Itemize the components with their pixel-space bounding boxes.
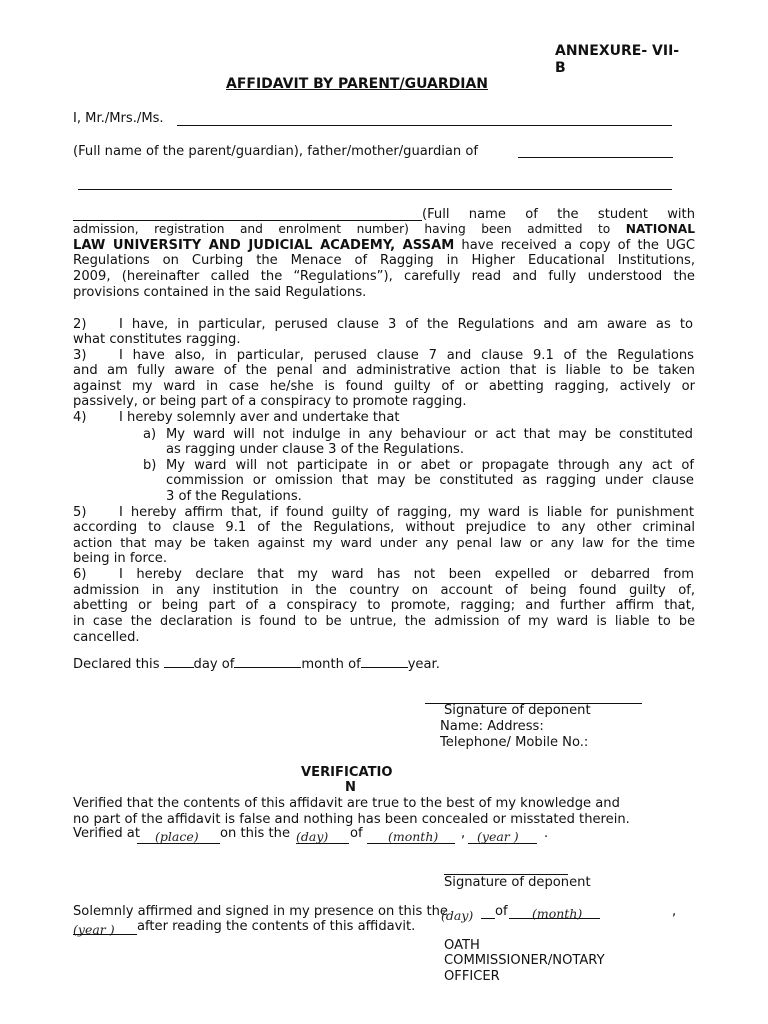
- affirmation-day-handwritten: (day): [441, 908, 474, 923]
- annexure-label-line1: ANNEXURE- VII-: [555, 43, 680, 59]
- clause-3-line3: against my ward in case he/she is found guilty of or abetting ragging, actively or: [73, 379, 695, 394]
- clause-4a-label: a): [143, 427, 157, 442]
- ward-of-blank: [518, 157, 673, 158]
- clause-2-line1: I have, in particular, perused clause 3 of the Regulations and am aware as to: [119, 317, 693, 332]
- verification-signature-label: Signature of deponent: [444, 875, 591, 890]
- on-this-the-label: on this the: [220, 826, 291, 841]
- clause-6-line3: abetting or being part of a conspiracy to promote, ragging; and further affirm that,: [73, 598, 695, 613]
- para1-line5: 2009, (hereinafter called the “Regulations”), carefully read and fully understood the: [73, 269, 695, 284]
- clause-4b-line3: 3 of the Regulations.: [166, 489, 302, 504]
- clause-4b-line1: My ward will not participate in or abet or propagate through any act of: [166, 458, 694, 473]
- student-name-blank: [73, 220, 422, 221]
- clause-4-number: 4): [73, 410, 87, 425]
- verification-heading-line1: VERIFICATIO: [301, 765, 393, 780]
- clause-4-line1: I hereby solemnly aver and undertake that: [119, 410, 400, 425]
- fullname-label: (Full name of the parent/guardian), father/mother/guardian of: [73, 144, 479, 159]
- clause-3-line4: passively, or being part of a conspiracy to promote ragging.: [73, 394, 467, 409]
- clause-3-line1: I have also, in particular, perused clause 7 and clause 9.1 of the Regulations: [119, 348, 694, 363]
- para1-line4: Regulations on Curbing the Menace of Ragging in Higher Educational Institutions,: [73, 253, 695, 268]
- clause-5-line3: action that may be taken against my ward under any penal law or any law for the time: [73, 536, 695, 551]
- clause-6-line5: cancelled.: [73, 630, 140, 645]
- year-handwritten: (year ): [477, 829, 519, 844]
- para1-line2: admission, registration and enrolment number) having been admitted to NATIONAL: [73, 222, 696, 236]
- clause-2-number: 2): [73, 317, 87, 332]
- clause-2-line2: what constitutes ragging.: [73, 332, 241, 347]
- clause-6-line4: in case the declaration is found to be untrue, the admission of my ward is liable to be: [73, 614, 695, 629]
- affirmation-month-handwritten: (month): [532, 906, 583, 921]
- para1-line1: (Full name of the student with: [422, 207, 695, 222]
- clause-6-number: 6): [73, 567, 87, 582]
- clause-4b-line2: commission or omission that may be constituted as ragging under clause: [166, 473, 694, 488]
- para1-line6: provisions contained in the said Regulations.: [73, 285, 367, 300]
- clause-6-line1: I hereby declare that my ward has not been expelled or debarred from: [119, 567, 694, 582]
- affirmation-comma: ,: [672, 904, 677, 919]
- deponent-name-address-label: Name: Address:: [440, 719, 544, 734]
- clause-5-line4: being in force.: [73, 551, 168, 566]
- clause-5-line2: according to clause 9.1 of the Regulations, without prejudice to any other criminal: [73, 520, 695, 535]
- clause-4a-line2: as ragging under clause 3 of the Regulations.: [166, 442, 464, 457]
- deponent-phone-label: Telephone/ Mobile No.:: [440, 735, 589, 750]
- clause-6-line2: admission in any institution in the country on account of being found guilty of,: [73, 583, 695, 598]
- month-handwritten: (month): [388, 829, 439, 844]
- affirmation-year-blank: [73, 934, 137, 935]
- affirmation-of-label: of: [495, 904, 508, 919]
- clause-3-line2: and am fully aware of the penal and administrative action that is liable to be taken: [73, 363, 695, 378]
- place-handwritten: (place): [155, 829, 199, 844]
- annexure-label-line2: B: [555, 60, 566, 76]
- oath-label-line1: OATH: [444, 938, 480, 953]
- affirmation-line2: after reading the contents of this affidavit.: [137, 919, 416, 934]
- clause-4b-label: b): [143, 458, 157, 473]
- day-handwritten: (day): [296, 829, 329, 844]
- parent-name-blank: [177, 125, 672, 126]
- declared-line: Declared this day of month of year.: [73, 657, 440, 672]
- clause-3-number: 3): [73, 348, 87, 363]
- verified-at-label: Verified at: [73, 826, 140, 841]
- clause-5-line1: I hereby affirm that, if found guilty of ragging, my ward is liable for punishment: [119, 505, 694, 520]
- affirmation-line1: Solemnly affirmed and signed in my presence on this the: [73, 904, 448, 919]
- oath-label-line2: COMMISSIONER/NOTARY: [444, 953, 605, 968]
- period-mark: .: [544, 826, 549, 841]
- oath-label-line3: OFFICER: [444, 969, 500, 984]
- para1-line3: LAW UNIVERSITY AND JUDICIAL ACADEMY, ASSAM have received a copy of the UGC: [73, 238, 695, 253]
- deponent-signature-label: Signature of deponent: [444, 703, 591, 718]
- comma-mark: ,: [461, 826, 466, 841]
- document-title: AFFIDAVIT BY PARENT/GUARDIAN: [226, 76, 489, 92]
- of-label: of: [350, 826, 363, 841]
- affirmation-year-handwritten: (year ): [73, 922, 115, 937]
- parent-name-label: I, Mr./Mrs./Ms.: [73, 111, 164, 126]
- clause-4a-line1: My ward will not indulge in any behaviour or act that may be constituted: [166, 427, 693, 442]
- clause-5-number: 5): [73, 505, 87, 520]
- verification-line1: Verified that the contents of this affidavit are true to the best of my knowledge and: [73, 796, 620, 811]
- verification-heading-line2: N: [345, 780, 356, 795]
- verification-line2: no part of the affidavit is false and nothing has been concealed or misstated therein.: [73, 812, 630, 827]
- full-line-blank: [78, 189, 672, 190]
- affirmation-day-blank: [481, 918, 495, 919]
